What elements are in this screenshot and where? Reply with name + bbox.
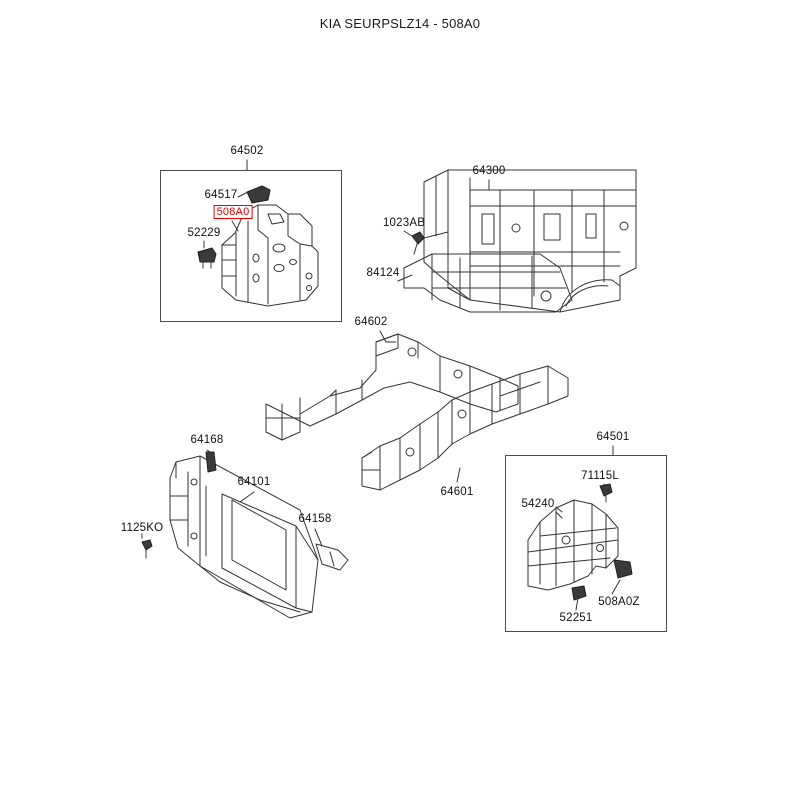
- page-title: KIA SEURPSLZ14 - 508A0: [319, 16, 481, 31]
- part-label-64602[interactable]: 64602: [354, 316, 388, 328]
- part-label-508A0[interactable]: 508A0: [214, 205, 253, 219]
- part-label-64158[interactable]: 64158: [298, 513, 332, 525]
- part-label-64601[interactable]: 64601: [440, 486, 474, 498]
- part-label-64101[interactable]: 64101: [237, 476, 271, 488]
- part-label-64501[interactable]: 64501: [596, 431, 630, 443]
- part-64168-bracket: [206, 452, 216, 472]
- part-label-64502[interactable]: 64502: [230, 145, 264, 157]
- part-label-64517[interactable]: 64517: [204, 189, 238, 201]
- leader-64158: [315, 529, 322, 546]
- part-label-54240[interactable]: 54240: [521, 498, 555, 510]
- part-label-64300[interactable]: 64300: [472, 165, 506, 177]
- leader-64101: [240, 492, 254, 502]
- part-label-52229[interactable]: 52229: [187, 227, 221, 239]
- part-84124-panel: [404, 254, 572, 312]
- part-label-1023AB[interactable]: 1023AB: [382, 217, 426, 229]
- callout-box-64502: [160, 170, 342, 322]
- part-label-71115L[interactable]: 71115L: [581, 470, 619, 482]
- part-64602-member: [266, 334, 518, 440]
- part-64300-dash: [424, 170, 636, 312]
- part-1125KO-bolt: [142, 534, 152, 558]
- part-label-1125KO[interactable]: 1125KO: [120, 522, 164, 534]
- part-label-52251[interactable]: 52251: [559, 612, 593, 624]
- part-label-508A0Z[interactable]: 508A0Z: [598, 596, 640, 608]
- leader-64601: [457, 468, 460, 482]
- leader-84124: [398, 275, 412, 281]
- part-1023AB-bolt: [404, 231, 424, 254]
- part-label-84124[interactable]: 84124: [366, 267, 400, 279]
- part-label-64168[interactable]: 64168: [190, 434, 224, 446]
